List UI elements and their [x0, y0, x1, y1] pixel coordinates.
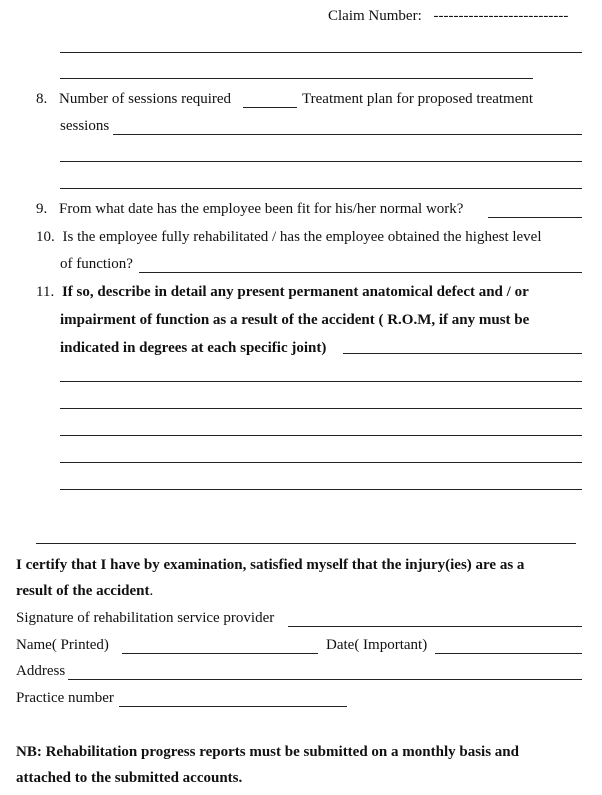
defect-field-2[interactable]: [60, 381, 582, 382]
sessions-required-label: Number of sessions required: [59, 91, 232, 107]
address-field[interactable]: [68, 679, 582, 680]
name-label: Name( Printed): [16, 637, 109, 653]
fit-date-question: From what date has the employee been fit for his/her normal work?: [59, 201, 464, 217]
defect-field-3[interactable]: [60, 408, 582, 409]
signature-label: Signature of rehabilitation service provider: [16, 610, 275, 626]
rehabilitated-question-line2: of function?: [60, 256, 133, 272]
defect-field-6[interactable]: [60, 489, 582, 490]
date-label: Date( Important): [326, 637, 428, 653]
item-8-number: 8.: [36, 91, 48, 107]
defect-field-1[interactable]: [343, 353, 582, 354]
section-divider: [36, 543, 576, 544]
defect-field-5[interactable]: [60, 462, 582, 463]
note-line1: NB: Rehabilitation progress reports must be submitted on a monthly basis and: [16, 744, 519, 760]
note-line2: attached to the submitted accounts.: [16, 770, 243, 786]
claim-label-text: Claim Number:: [328, 8, 422, 24]
date-field[interactable]: [435, 653, 582, 654]
certification-line2-end: .: [149, 583, 154, 599]
treatment-plan-label: Treatment plan for proposed treatment: [302, 91, 534, 107]
treatment-plan-field-3[interactable]: [60, 188, 582, 189]
item-11: [36, 284, 529, 301]
certification-line1: I certify that I have by examination, satisfied myself that the injury(ies) are as a: [16, 557, 525, 573]
practice-number-field[interactable]: [119, 706, 347, 707]
claim-number-label: [328, 8, 568, 25]
blank-line-top-2[interactable]: [60, 78, 533, 79]
practice-number-label: Practice number: [16, 690, 114, 706]
name-field[interactable]: [122, 653, 318, 654]
sessions-required-field[interactable]: [243, 107, 297, 108]
item-9-number: 9.: [36, 201, 48, 217]
item-10: [36, 229, 542, 246]
fit-date-field[interactable]: [488, 217, 582, 218]
item-10-number: 10.: [36, 229, 55, 245]
blank-line-top-1[interactable]: [60, 52, 582, 53]
defect-question-line3: indicated in degrees at each specific joint): [60, 340, 327, 356]
rehabilitated-field[interactable]: [139, 272, 582, 273]
certification-line2-text: result of the accident: [16, 583, 150, 599]
address-label: Address: [16, 663, 66, 679]
treatment-plan-field-2[interactable]: [60, 161, 582, 162]
defect-question-line1: If so, describe in detail any present permanent anatomical defect and / or: [61, 284, 529, 300]
item-11-number: 11.: [36, 284, 55, 300]
defect-field-4[interactable]: [60, 435, 582, 436]
certification-line2: [16, 583, 153, 600]
treatment-plan-field-1[interactable]: [113, 134, 582, 135]
signature-field[interactable]: [288, 626, 582, 627]
item-9: [36, 201, 463, 218]
claim-number-field[interactable]: ---------------------------: [433, 8, 569, 24]
defect-question-line2: impairment of function as a result of the accident ( R.O.M, if any must be: [60, 312, 530, 328]
treatment-plan-label-cont: sessions: [60, 118, 110, 134]
rehabilitated-question-line1: Is the employee fully rehabilitated / has the employee obtained the highest level: [62, 229, 542, 245]
item-8: [36, 91, 231, 108]
